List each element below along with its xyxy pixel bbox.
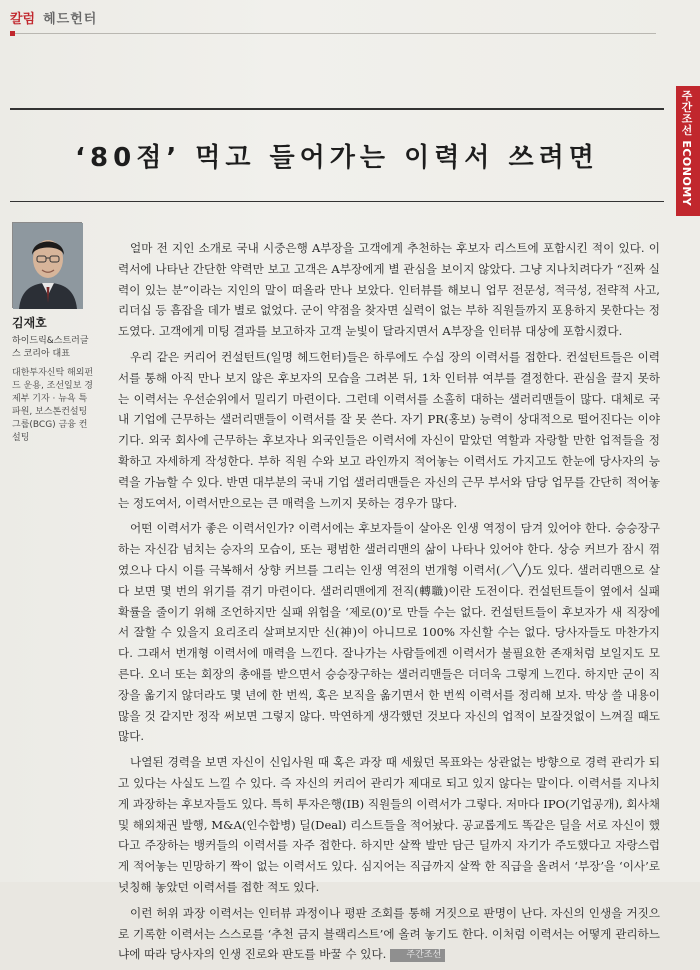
article-title: ‘80점’ 먹고 들어가는 이력서 쓰려면 xyxy=(75,143,599,173)
header-rule xyxy=(10,33,656,34)
article-paragraph: 어떤 이력서가 좋은 이력서인가? 이력서에는 후보자들이 살아온 인생 역정이 담겨 있어야 한다. 승승장구하는 자신감 넘치는 승자의 모습이, 또는 평범한 샐러리맨의 삶이 나타나 있어야 한다. 상승 커브가 잠시 꺾였으나 다시 이를 극복해서 상향 커브를 그리는 인생 역전의 번개형 이력서(／╲╱)도 있다. 샐러리맨으로 살다 보면 몇 번의 위기를 겪기 마련이다. 샐러리맨에게 전직(轉職)이란 도전이다. 컨설턴트들이 옆에서 실패 확률을 줄이기 위해 조언하지만 실패 위험을 ‘제로(0)’로 만들 수는 없다. 컨설턴트들이 후보자가 새 직장에서 잘할 수 있을지 요리조리 살펴보지만 신(神)이 아니므로 100% 자신할 수는 없다. 당사자들도 마찬가지다. 그래서 번개형 이력서에 매력을 느낀다. 잘나가는 사람들에겐 이력서가 불필요한 존재처럼 보일지도 모른다. 오너 또는 회장의 총애를 받으면서 승승장구하는 샐러리맨들은 더더욱 그렇게 느낀다. 하지만 군이 직장을 옮기지 않더라도 몇 년에 한 번씩, 혹은 보직을 옮기면서 한 번씩 이력서를 정리해 보자. 막상 쓸 내용이 많을 것 같지만 정작 써보면 그렇지 않다. 막연하게 생각했던 것보다 자신의 업적이 보잘것없이 느껴질 때도 많다. xyxy=(118,521,660,744)
author-photo xyxy=(12,222,82,308)
column-name: 헤드헌터 xyxy=(43,11,98,27)
section-tab-label: 주간조선 ECONOMY xyxy=(680,90,693,207)
author-portrait-icon xyxy=(13,223,83,309)
article-paragraph: 우리 같은 커리어 컨설턴트(일명 헤드헌터)들은 하루에도 수십 장의 이력서를 접한다. 컨설턴트들은 이력서를 통해 아직 만나 보지 않은 후보자의 모습을 그려본 뒤, 1차 인터뷰 여부를 결정한다. 관심을 끌지 못하는 이력서는 우선순위에서 밀리기 마련이다. 그런데 이력서를 소홀히 대하는 샐러리맨들이 많다. 대체로 국내 기업에 근무하는 샐러리맨들이 이력서를 잘 못 쓴다. 자기 PR(홍보) 능력이 상대적으로 떨어진다는 이야기다. 외국 회사에 근무하는 후보자나 외국인들은 이력서에 자신이 맡았던 역할과 자랑할 만한 업적들을 정확하고 자세하게 작성한다. 부하 직원 수와 보고 라인까지 적어놓는 이력서도 가지고도 한눈에 당사자의 능력을 가늠할 수 있다. 반면 대부분의 국내 기업 샐러리맨들은 자신의 근무 부서와 담당 업무를 간단히 적어놓는 정도여서, 이력서만으로는 큰 매력을 느끼지 못하는 경우가 많다. xyxy=(118,349,660,510)
article-paragraph: 얼마 전 지인 소개로 국내 시중은행 A부장을 고객에게 추천하는 후보자 리스트에 포함시킨 적이 있다. 이력서에 나타난 간단한 약력만 보고 고객은 A부장에게 별 관심을 보이지 않았다. 그냥 지나치려다가 “진짜 실력이 있는 분”이라는 지인의 말이 떠올라 만나 보았다. 인터뷰를 해보니 업무 전문성, 적극성, 전략적 사고, 리더십 등 흠잡을 데가 별로 없었다. 군이 약점을 찾자면 실력이 없는 부하 직원들까지 포용하지 못한다는 정도였다. 고객에게 미팅 결과를 보고하자 고객 눈빛이 달라지면서 A부장을 인터뷰 대상에 포함시켰다. xyxy=(118,241,660,339)
header-rule-marker xyxy=(10,31,15,36)
column-category: 칼럼 xyxy=(10,11,36,27)
headline-box xyxy=(10,108,664,202)
section-tab xyxy=(676,86,700,216)
author-panel xyxy=(12,222,94,445)
author-name: 김재호 xyxy=(12,316,47,330)
article-body xyxy=(118,238,660,970)
author-title: 하이드릭&스트러글스 코리아 대표 xyxy=(12,336,89,359)
article-paragraph-last xyxy=(118,903,660,965)
article-paragraph-text: 이런 허위 과장 이력서는 인터뷰 과정이나 평판 조회를 통해 거짓으로 판명이 난다. 자신의 인생을 거짓으로 기록한 이력서는 스스로를 ‘추천 금지 블랙리스트’에 올려 놓기도 한다. 이처럼 이력서는 어떻게 관리하느냐에 따라 당사자의 인생 진로와 판도를 바꿀 수 있다. xyxy=(118,905,660,962)
author-bio: 대한투자신탁 해외펀드 운용, 조선일보 경제부 기자 · 뉴욕 특파원, 보스톤컨설팅그룹(BCG) 금융 컨설팅 xyxy=(12,368,94,443)
column-header xyxy=(10,6,97,28)
article-paragraph: 나열된 경력을 보면 자신이 신입사원 때 혹은 과장 때 세웠던 목표와는 상관없는 방향으로 경력 관리가 되고 있다는 사실도 느낄 수 있다. 즉 자신의 커리어 관리가 제대로 되고 있지 않다는 말이다. 이력서를 지나치게 과장하는 후보자들도 있다. 특히 투자은행(IB) 직원들의 이력서가 그렇다. 저마다 IPO(기업공개), 회사채 및 해외채권 발행, M&A(인수합병) 딜(Deal) 리스트들을 적어놨다. 공교롭게도 똑같은 딜을 서로 자신이 했다고 주장하는 뱅커들의 이력서를 자주 접한다. 하지만 살짝 발만 담근 딜까지 자기가 주도했다고 자랑스럽게 적어놓는 민망하기 짝이 없는 이력서도 있다. 심지어는 직급까지 살짝 한 직급을 올려서 ‘부장’을 ‘이사’로 넛칭해 놓았던 이력서를 접한 적도 있다. xyxy=(118,755,660,894)
source-badge: 주간조선 xyxy=(390,949,445,962)
